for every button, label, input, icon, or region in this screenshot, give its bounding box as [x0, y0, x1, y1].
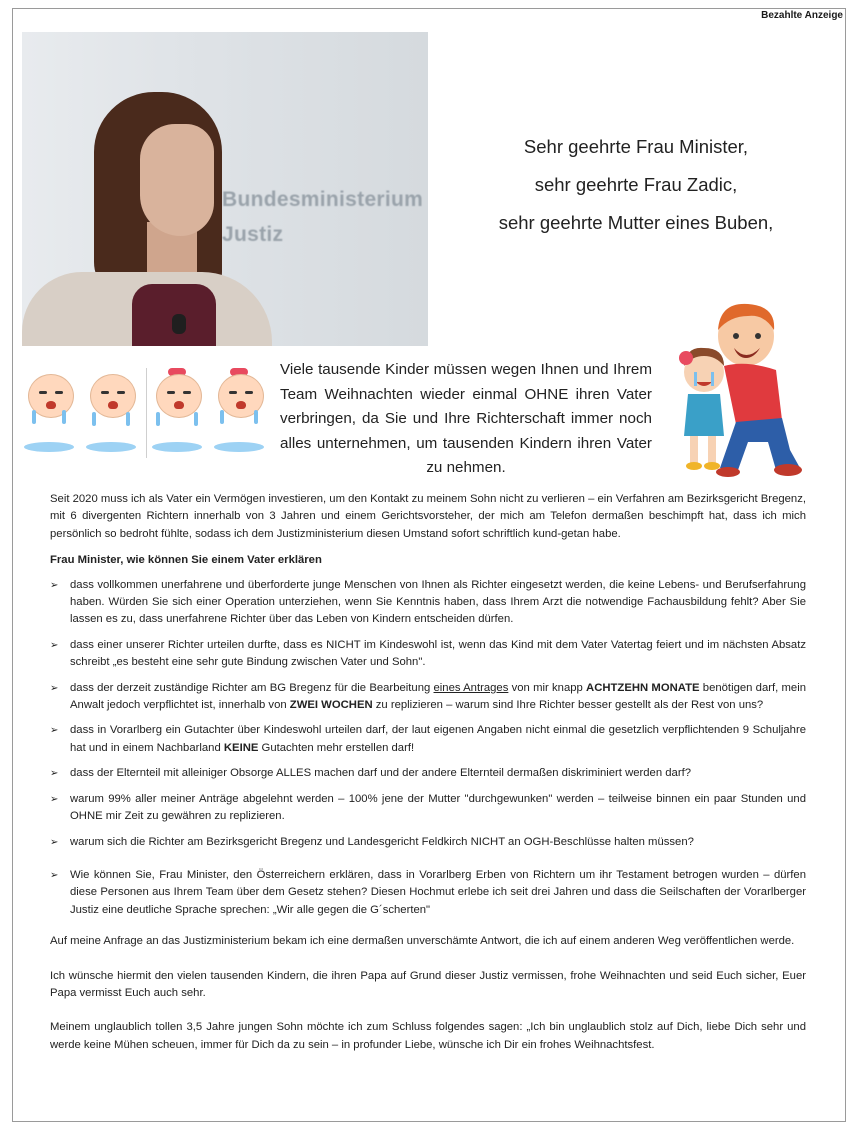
request-paragraph: Auf meine Anfrage an das Justizministerium bekam ich eine dermaßen unverschämte Antwort, die ich auf einem anderen Weg veröffentlichen werde.	[50, 935, 795, 948]
complaint-list	[50, 577, 806, 920]
crying-babies-illustration	[22, 368, 264, 460]
microphone-icon	[172, 314, 186, 334]
son-paragraph: Meinem unglaublich tollen 3,5 Jahre jungen Sohn möchte ich zum Schluss folgendes sagen: „Ich bin unglaublich stolz auf Dich, liebe Dich sehr und werde keine Mühen scheuen, immer für Dich da zu sein – in profunder Liebe, wünsche ich Dir ein frohes Weihnachtsfest.	[50, 1021, 806, 1051]
arrow-bullet-icon: ➢	[50, 793, 59, 805]
intro-paragraph: Seit 2020 muss ich als Vater ein Vermögen investieren, um den Kontakt zu meinem Sohn nicht zu verlieren – ein Verfahren am Bezirksgericht Bregenz, mit 6 divergenten Richtern innerhalb von 3 Jahren und einem Gerichtsvorsteher, der mich am Telefon dermaßen beschimpft hat, dass ich mich persönlich so bedroht fühlte, sodass ich dem Justizministerium diesen Umstand sofort schriftlich kund-getan habe.	[50, 493, 806, 540]
list-item: ➢ warum 99% aller meiner Anträge abgelehnt werden – 100% jene der Mutter "durchgewunken" werden – teilweise binnen ein paar Stunden und OHNE mir Zeit zu gewähren zu replizieren.	[50, 792, 806, 823]
salutation	[446, 128, 826, 242]
list-item: ➢ dass vollkommen unerfahrene und überforderte junge Menschen von Ihnen als Richter eingesetzt werden, die keine Lebens- und Berufserfahrung haben. Würden Sie sich einer Operation unterziehen, wenn Sie Kenntnis haben, dass Ihrem Arzt die notwendige Fachausbildung fehlt? Aber Sie lassen es zu, dass unerfahrene Richter über das Leben von Kindern entscheiden dürfen.	[50, 578, 806, 626]
list-item: ➢ dass einer unserer Richter urteilen durfte, dass es NICHT im Kindeswohl ist, wenn das Kind mit dem Vater Vatertag feiert und im nächsten Absatz schreibt „es besteht eine sehr gute Bindung zwischen Vater und Sohn".	[50, 638, 806, 669]
crying-baby-icon	[84, 370, 140, 458]
arrow-bullet-icon: ➢	[50, 768, 59, 780]
wish-paragraph: Ich wünsche hiermit den vielen tausenden Kindern, die ihren Papa auf Grund dieser Justiz vermissen, frohe Weihnachten und seid Euch sicher, Euer Papa vermisst Euch auch sehr.	[50, 969, 806, 999]
photo-wall-lettering: Bundesministerium Justiz	[222, 188, 424, 246]
salutation-line: Sehr geehrte Frau Minister,	[523, 136, 749, 157]
arrow-bullet-icon: ➢	[50, 579, 59, 591]
salutation-line: sehr geehrte Frau Zadic,	[534, 174, 738, 195]
arrow-bullet-icon: ➢	[50, 639, 59, 651]
arrow-bullet-icon: ➢	[50, 682, 59, 694]
arrow-bullet-icon: ➢	[50, 725, 59, 737]
paid-ad-label: Bezahlte Anzeige	[761, 10, 843, 21]
father-comforting-child-illustration	[664, 300, 824, 480]
crying-baby-icon	[212, 370, 268, 458]
center-statement: Viele tausende Kinder müssen wegen Ihnen und Ihrem Team Weihnachten wieder einmal OHNE ihren Vater verbringen, da Sie und Ihre Richterschaft immer noch alles unternehmen, um tausenden Kindern ihren Vater zu nehmen.	[280, 361, 652, 476]
list-item: ➢ Wie können Sie, Frau Minister, den Österreichern erklären, dass in Vorarlberg Erben von Richtern um ihr Testament betrogen wurden – dürfen diese Personen aus Ihrem Team über dem Gesetz stehen? Diesen Hochmut erlebe ich seit drei Jahren und dass die Seilschaften der Vorarlberger Justiz eine deutliche Sprache sprechen: „Wir alle gegen die G´scherten"	[50, 868, 806, 916]
arrow-bullet-icon: ➢	[50, 836, 59, 848]
salutation-line: sehr geehrte Mutter eines Buben,	[498, 212, 774, 233]
letter-body	[50, 491, 806, 1054]
arrow-bullet-icon: ➢	[50, 869, 59, 881]
minister-photo	[22, 32, 428, 346]
crying-baby-icon	[22, 370, 78, 458]
crying-baby-icon	[150, 370, 206, 458]
list-item: ➢ warum sich die Richter am Bezirksgericht Bregenz und Landesgericht Feldkirch NICHT an OGH-Beschlüsse halten müssen?	[50, 834, 806, 851]
list-item: ➢ dass der derzeit zuständige Richter am BG Bregenz für die Bearbeitung eines Antrages von mir knapp ACHTZEHN MONATE benötigen darf, mein Anwalt jedoch verpflichtet ist, innerhalb von ZWEI WOCHEN zu replizieren – warum sind Ihre Richter besser gestellt als der Rest von uns?	[50, 681, 807, 712]
list-item: ➢ dass der Elternteil mit alleiniger Obsorge ALLES machen darf und der andere Elternteil dermaßen diskriminiert werden darf?	[50, 765, 806, 782]
list-item: ➢ dass in Vorarlberg ein Gutachter über Kindeswohl urteilen darf, der laut eigenen Angaben nicht einmal die gesetzlich verpflichtenden 9 Schuljahre hat und in einem Nachbarland KEINE Gutachten mehr erstellen darf!	[50, 724, 806, 754]
question-heading: Frau Minister, wie können Sie einem Vater erklären	[50, 554, 322, 567]
